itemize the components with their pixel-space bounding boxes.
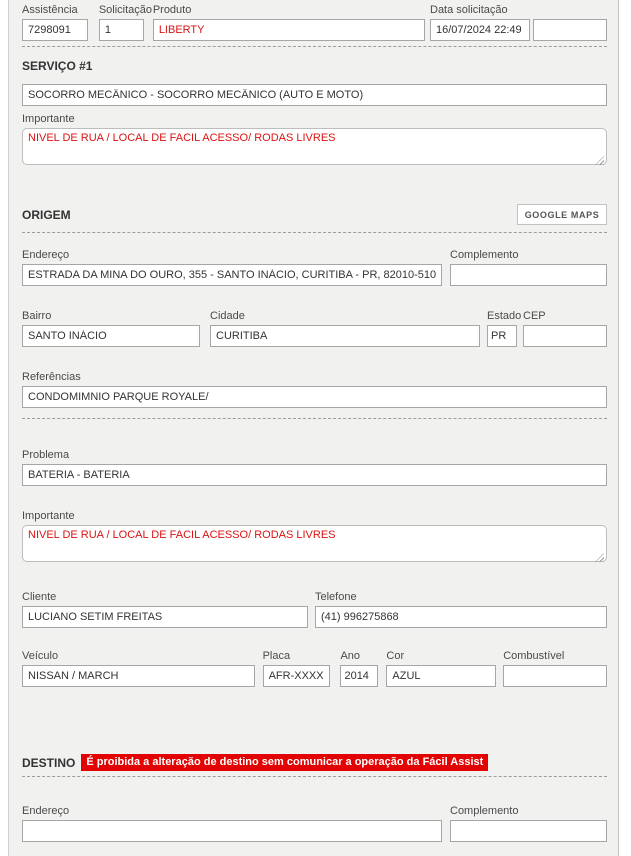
header-row (22, 4, 607, 41)
origem-importante-wrap (22, 525, 607, 567)
divider-3 (22, 418, 607, 419)
destino-endereco-row (22, 805, 607, 842)
produto-input[interactable] (153, 19, 425, 41)
telefone-input[interactable] (315, 606, 607, 628)
destino-endereco-label: Endereço (22, 805, 70, 817)
destino-header-row (22, 754, 607, 771)
origem-endereco-row (22, 249, 607, 286)
cidade-label: Cidade (210, 310, 245, 322)
destino-complemento-label: Complemento (450, 805, 519, 817)
origem-complemento-input[interactable] (450, 264, 607, 286)
cliente-row (22, 591, 607, 628)
referencias-label: Referências (22, 371, 81, 383)
divider-4 (22, 776, 607, 777)
origem-header-row (22, 204, 607, 225)
data-solicitacao-input[interactable] (430, 19, 530, 41)
veiculo-row (22, 650, 607, 687)
servico-input[interactable] (22, 84, 607, 106)
assistencia-input[interactable] (22, 19, 88, 41)
combustivel-input[interactable] (503, 665, 607, 687)
cliente-label: Cliente (22, 591, 57, 603)
cidade-input[interactable] (210, 325, 480, 347)
cor-input[interactable] (386, 665, 496, 687)
referencias-group (22, 371, 607, 408)
veiculo-input[interactable] (22, 665, 255, 687)
data-solicitacao-label: Data solicitação (430, 4, 508, 16)
origem-heading: ORIGEM (22, 207, 71, 222)
servico-importante-label: Importante (22, 113, 75, 125)
origem-endereco-input[interactable] (22, 264, 442, 286)
placa-label: Placa (262, 650, 291, 662)
destino-warning-badge: É proibida a alteração de destino sem comunicar a operação da Fácil Assist (81, 754, 488, 771)
ano-input[interactable] (340, 665, 378, 687)
assistance-form-panel (8, 0, 619, 856)
problema-input[interactable] (22, 464, 607, 486)
bairro-input[interactable] (22, 325, 200, 347)
servico-importante-textarea[interactable] (22, 128, 607, 165)
divider-1 (22, 46, 607, 47)
ano-label: Ano (340, 650, 361, 662)
origem-endereco-label: Endereço (22, 249, 70, 261)
destino-complemento-input[interactable] (450, 820, 607, 842)
cliente-input[interactable] (22, 606, 308, 628)
estado-label: Estado (487, 310, 522, 322)
combustivel-label: Combustível (503, 650, 565, 662)
veiculo-label: Veículo (22, 650, 59, 662)
servico-heading: SERVIÇO #1 (22, 59, 93, 73)
cep-label: CEP (523, 310, 546, 322)
solicitacao-input[interactable] (99, 19, 144, 41)
destino-endereco-input[interactable] (22, 820, 442, 842)
problema-group (22, 449, 607, 486)
origem-complemento-label: Complemento (450, 249, 519, 261)
servico-importante-wrap (22, 128, 607, 170)
placa-input[interactable] (263, 665, 331, 687)
origem-importante-textarea[interactable] (22, 525, 607, 562)
estado-input[interactable] (487, 325, 517, 347)
destino-heading: DESTINO (22, 755, 76, 770)
divider-2 (22, 232, 607, 233)
bairro-label: Bairro (22, 310, 52, 322)
google-maps-button[interactable]: GOOGLE MAPS (517, 204, 607, 225)
referencias-input[interactable] (22, 386, 607, 408)
solicitacao-label: Solicitação (98, 4, 153, 16)
telefone-label: Telefone (315, 591, 357, 603)
data-solicitacao-extra-input[interactable] (533, 19, 607, 41)
problema-label: Problema (22, 449, 70, 461)
assistencia-label: Assistência (22, 4, 78, 16)
cor-label: Cor (386, 650, 405, 662)
origem-importante-label: Importante (22, 510, 75, 522)
origem-bairro-row (22, 310, 607, 347)
cep-input[interactable] (523, 325, 607, 347)
produto-label: Produto (152, 4, 192, 16)
